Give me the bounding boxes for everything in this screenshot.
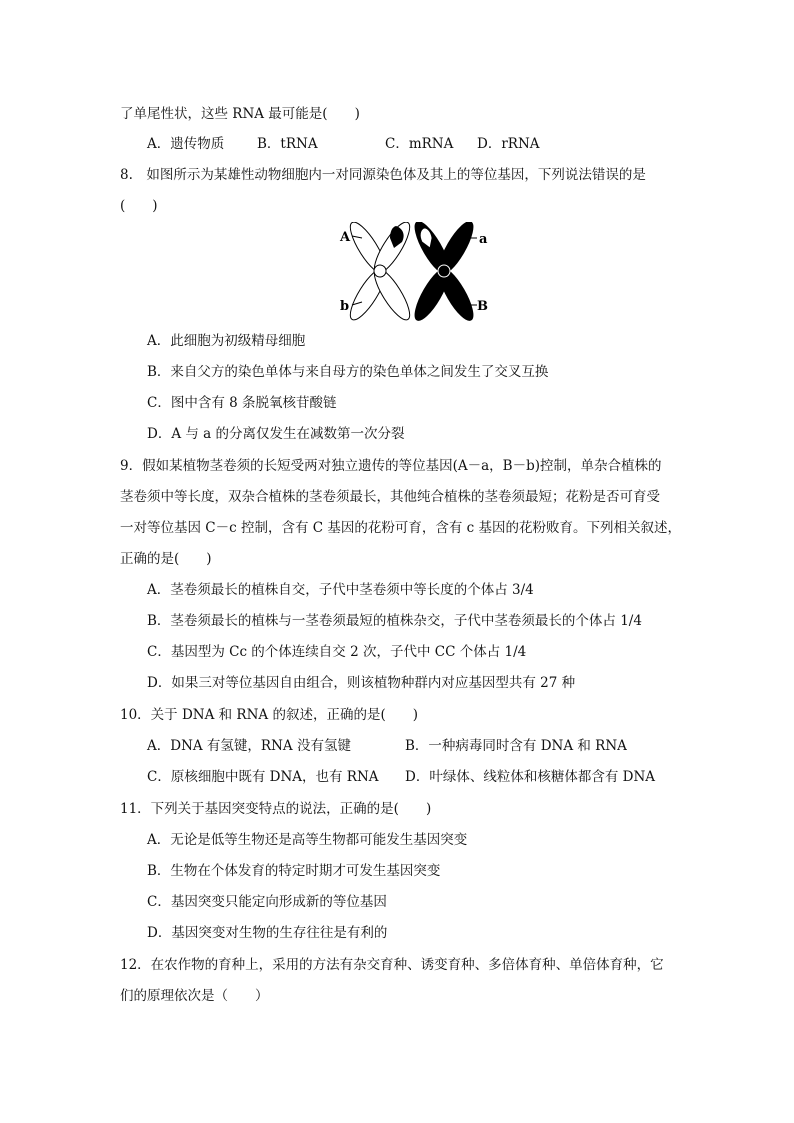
q10-stem: 10．关于 DNA 和 RNA 的叙述，正确的是( ) bbox=[120, 707, 418, 723]
q11-stem: 11．下列关于基因突变特点的说法，正确的是( ) bbox=[120, 801, 432, 817]
q11-option-b: B．生物在个体发育的特定时期才可发生基因突变 bbox=[147, 863, 441, 879]
q7-option-d: D．rRNA bbox=[477, 136, 540, 152]
q11-option-a: A．无论是低等生物还是高等生物都可能发生基因突变 bbox=[147, 832, 468, 848]
q7-option-a: A．遗传物质 bbox=[147, 136, 225, 152]
q12-stem-line2: 们的原理依次是（ ） bbox=[120, 988, 269, 1004]
q9-option-d: D．如果三对等位基因自由组合，则该植物种群内对应基因型共有 27 种 bbox=[147, 675, 576, 691]
homologous-chromosomes-figure bbox=[330, 222, 490, 327]
q7-option-b: B．tRNA bbox=[257, 136, 318, 152]
gene-label-B: B bbox=[477, 299, 488, 314]
gene-label-a: a bbox=[479, 232, 488, 247]
q9-stem-line4: 正确的是( ) bbox=[120, 551, 212, 567]
q8-stem-line2: ( ) bbox=[120, 198, 158, 214]
q8-option-d: D．A 与 a 的分离仅发生在减数第一次分裂 bbox=[147, 426, 405, 442]
q9-stem-line1: 9．假如某植物茎卷须的长短受两对独立遗传的等位基因(A－a，B－b)控制，单杂合植株的 bbox=[120, 458, 662, 474]
q10-option-d: D．叶绿体、线粒体和核糖体都含有 DNA bbox=[405, 769, 656, 785]
q7-option-c: C．mRNA bbox=[385, 136, 454, 152]
q9-stem-line2: 茎卷须中等长度，双杂合植株的茎卷须最长，其他纯合植株的茎卷须最短；花粉是否可育受 bbox=[120, 489, 660, 505]
left-centromere bbox=[374, 265, 386, 277]
q8-stem-line1: 8. 如图所示为某雄性动物细胞内一对同源染色体及其上的等位基因，下列说法错误的是 bbox=[120, 167, 646, 183]
q8-option-c: C．图中含有 8 条脱氧核苷酸链 bbox=[147, 395, 337, 411]
q10-option-b: B．一种病毒同时含有 DNA 和 RNA bbox=[405, 738, 627, 754]
q9-option-a: A．茎卷须最长的植株自交，子代中茎卷须中等长度的个体占 3/4 bbox=[147, 582, 534, 598]
q7-stem-tail: 了单尾性状，这些 RNA 最可能是( ) bbox=[120, 106, 360, 122]
q9-option-c: C．基因型为 Cc 的个体连续自交 2 次，子代中 CC 个体占 1/4 bbox=[147, 644, 527, 660]
q8-option-a: A．此细胞为初级精母细胞 bbox=[147, 333, 306, 349]
q9-option-b: B．茎卷须最长的植株与一茎卷须最短的植株杂交，子代中茎卷须最长的个体占 1/4 bbox=[147, 613, 642, 629]
right-centromere bbox=[438, 265, 450, 277]
gene-label-A: A bbox=[340, 230, 351, 245]
q11-option-d: D．基因突变对生物的生存往往是有利的 bbox=[147, 925, 388, 941]
q11-option-c: C．基因突变只能定向形成新的等位基因 bbox=[147, 894, 387, 910]
q12-stem-line1: 12．在农作物的育种上，采用的方法有杂交育种、诱变育种、多倍体育种、单倍体育种，它 bbox=[120, 957, 664, 973]
gene-label-b: b bbox=[340, 299, 350, 314]
q8-option-b: B．来自父方的染色单体与来自母方的染色单体之间发生了交叉互换 bbox=[147, 364, 549, 380]
q10-option-a: A．DNA 有氢键，RNA 没有氢键 bbox=[147, 738, 351, 754]
q9-stem-line3: 一对等位基因 C－c 控制，含有 C 基因的花粉可育，含有 c 基因的花粉败育。下列相关叙述， bbox=[120, 520, 682, 536]
q10-option-c: C．原核细胞中既有 DNA，也有 RNA bbox=[147, 769, 379, 785]
